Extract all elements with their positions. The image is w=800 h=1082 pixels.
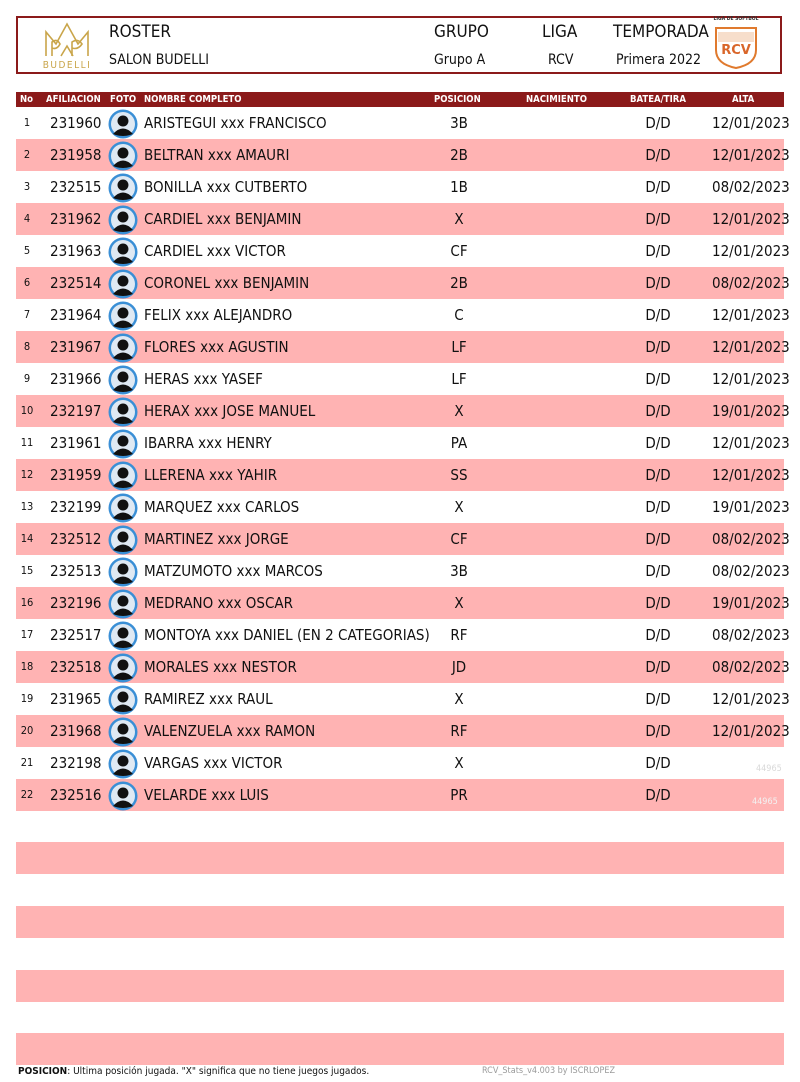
bats-throws: D/D — [645, 242, 671, 260]
row-number: 17 — [20, 628, 34, 641]
bats-throws: D/D — [645, 626, 671, 644]
player-position: 3B — [450, 562, 468, 580]
player-name: RAMIREZ xxx RAUL — [144, 690, 273, 708]
player-position: X — [454, 210, 464, 228]
player-position: X — [454, 402, 464, 420]
group-value: Grupo A — [434, 52, 486, 68]
col-afiliacion: AFILIACION — [46, 94, 101, 105]
col-batea: BATEA/TIRA — [630, 94, 687, 105]
player-name: FLORES xxx AGUSTIN — [144, 338, 289, 356]
player-position: RF — [450, 626, 468, 644]
player-name: BONILLA xxx CUTBERTO — [144, 178, 308, 196]
bats-throws: D/D — [645, 370, 671, 388]
signup-date: 08/02/2023 — [712, 530, 790, 548]
bats-throws: D/D — [645, 274, 671, 292]
affiliation-number: 231968 — [50, 722, 102, 740]
table-row — [16, 459, 790, 491]
affiliation-number: 231964 — [50, 306, 102, 324]
player-position: C — [454, 306, 464, 324]
row-number: 8 — [23, 340, 31, 353]
season-value: Primera 2022 — [616, 52, 701, 68]
bats-throws: D/D — [645, 466, 671, 484]
signup-date: 19/01/2023 — [712, 498, 790, 516]
bats-throws: D/D — [645, 210, 671, 228]
row-number: 10 — [20, 404, 34, 417]
affiliation-number: 231958 — [50, 146, 102, 164]
table-row — [16, 235, 790, 267]
bats-throws: D/D — [645, 498, 671, 516]
signup-date: 12/01/2023 — [712, 370, 790, 388]
player-position: LF — [451, 370, 467, 388]
affiliation-number: 232197 — [50, 402, 102, 420]
player-photo-icon — [108, 781, 138, 811]
col-nombre: NOMBRE COMPLETO — [144, 94, 242, 105]
player-photo-icon — [108, 205, 138, 235]
player-name: VALENZUELA xxx RAMON — [144, 722, 316, 740]
player-photo-icon — [108, 141, 138, 171]
signup-date: 12/01/2023 — [712, 434, 790, 452]
player-position: JD — [451, 658, 467, 676]
player-photo-icon — [108, 685, 138, 715]
signup-date: 12/01/2023 — [712, 242, 790, 260]
player-position: SS — [450, 466, 468, 484]
empty-row — [16, 842, 784, 874]
player-name: FELIX xxx ALEJANDRO — [144, 306, 293, 324]
affiliation-number: 232198 — [50, 754, 102, 772]
league-label: LIGA — [542, 22, 578, 42]
table-row — [16, 427, 790, 459]
row-number: 21 — [20, 756, 34, 769]
signup-date: 12/01/2023 — [712, 306, 790, 324]
player-name: ARISTEGUI xxx FRANCISCO — [144, 114, 327, 132]
col-no: No — [20, 94, 34, 105]
logo-wordmark: BUDELLI — [42, 60, 92, 71]
affiliation-number: 231962 — [50, 210, 102, 228]
affiliation-number: 231967 — [50, 338, 102, 356]
signup-date: 12/01/2023 — [712, 722, 790, 740]
table-row — [16, 619, 790, 651]
player-photo-icon — [108, 717, 138, 747]
player-photo-icon — [108, 173, 138, 203]
row-number: 9 — [23, 372, 31, 385]
empty-row — [16, 906, 784, 938]
player-name: CORONEL xxx BENJAMIN — [144, 274, 310, 292]
faint-watermark: 44965 — [756, 764, 782, 774]
player-position: PR — [450, 786, 468, 804]
row-number: 16 — [20, 596, 34, 609]
signup-date: 08/02/2023 — [712, 658, 790, 676]
player-name: BELTRAN xxx AMAURI — [144, 146, 290, 164]
table-row — [16, 171, 790, 203]
table-row — [16, 747, 784, 779]
player-photo-icon — [108, 365, 138, 395]
player-position: 2B — [450, 274, 468, 292]
player-position: X — [454, 498, 464, 516]
affiliation-number: 231966 — [50, 370, 102, 388]
player-photo-icon — [108, 333, 138, 363]
signup-date: 12/01/2023 — [712, 466, 790, 484]
table-row — [16, 363, 790, 395]
player-photo-icon — [108, 557, 138, 587]
budelli-crown-icon — [42, 20, 92, 58]
row-number: 18 — [20, 660, 34, 673]
player-photo-icon — [108, 397, 138, 427]
player-photo-icon — [108, 429, 138, 459]
player-photo-icon — [108, 621, 138, 651]
empty-row — [16, 970, 784, 1002]
budelli-logo — [36, 20, 98, 74]
row-number: 1 — [23, 116, 31, 129]
player-photo-icon — [108, 493, 138, 523]
player-position: CF — [450, 242, 468, 260]
player-position: X — [454, 754, 464, 772]
affiliation-number: 232515 — [50, 178, 102, 196]
rcv-shield-icon — [712, 22, 760, 70]
bats-throws: D/D — [645, 434, 671, 452]
row-number: 14 — [20, 532, 34, 545]
player-photo-icon — [108, 525, 138, 555]
row-number: 4 — [23, 212, 31, 225]
player-position: RF — [450, 722, 468, 740]
table-row — [16, 203, 790, 235]
row-number: 5 — [23, 244, 31, 257]
col-posicion: POSICION — [434, 94, 481, 105]
signup-date: 08/02/2023 — [712, 562, 790, 580]
row-number: 3 — [23, 180, 31, 193]
bats-throws: D/D — [645, 722, 671, 740]
affiliation-number: 231960 — [50, 114, 102, 132]
player-name: CARDIEL xxx BENJAMIN — [144, 210, 302, 228]
bats-throws: D/D — [645, 594, 671, 612]
bats-throws: D/D — [645, 178, 671, 196]
player-name: MATZUMOTO xxx MARCOS — [144, 562, 323, 580]
affiliation-number: 232513 — [50, 562, 102, 580]
player-position: CF — [450, 530, 468, 548]
table-row — [16, 331, 790, 363]
table-row — [16, 715, 790, 747]
row-number: 22 — [20, 788, 34, 801]
group-label: GRUPO — [434, 22, 489, 42]
row-number: 19 — [20, 692, 34, 705]
affiliation-number: 232512 — [50, 530, 102, 548]
player-photo-icon — [108, 461, 138, 491]
player-name: VARGAS xxx VICTOR — [144, 754, 283, 772]
season-label: TEMPORADA — [613, 22, 709, 42]
table-row — [16, 779, 784, 811]
player-name: MEDRANO xxx OSCAR — [144, 594, 294, 612]
player-photo-icon — [108, 749, 138, 779]
position-footnote — [18, 1066, 369, 1077]
table-row — [16, 491, 790, 523]
player-position: LF — [451, 338, 467, 356]
bats-throws: D/D — [645, 562, 671, 580]
player-name: LLERENA xxx YAHIR — [144, 466, 278, 484]
table-row — [16, 395, 790, 427]
signup-date: 08/02/2023 — [712, 274, 790, 292]
table-header — [16, 92, 784, 107]
player-photo-icon — [108, 301, 138, 331]
table-row — [16, 139, 790, 171]
footnote-text: : Ultima posición jugada. "X" significa que no tiene juegos jugados. — [67, 1066, 370, 1077]
player-position: 3B — [450, 114, 468, 132]
col-alta: ALTA — [732, 94, 755, 105]
table-row — [16, 683, 790, 715]
affiliation-number: 231961 — [50, 434, 102, 452]
empty-row — [16, 1033, 784, 1065]
table-row — [16, 587, 790, 619]
signup-date: 08/02/2023 — [712, 626, 790, 644]
player-position: X — [454, 594, 464, 612]
player-name: MORALES xxx NESTOR — [144, 658, 297, 676]
roster-header — [16, 16, 782, 74]
affiliation-number: 232516 — [50, 786, 102, 804]
row-number: 11 — [20, 436, 34, 449]
bats-throws: D/D — [645, 786, 671, 804]
table-row — [16, 107, 790, 139]
col-foto: FOTO — [110, 94, 137, 105]
signup-date: 12/01/2023 — [712, 114, 790, 132]
bats-throws: D/D — [645, 754, 671, 772]
signup-date: 12/01/2023 — [712, 146, 790, 164]
player-name: MARQUEZ xxx CARLOS — [144, 498, 300, 516]
player-photo-icon — [108, 237, 138, 267]
row-number: 20 — [20, 724, 34, 737]
affiliation-number: 232514 — [50, 274, 102, 292]
affiliation-number: 231965 — [50, 690, 102, 708]
table-row — [16, 267, 790, 299]
row-number: 12 — [20, 468, 34, 481]
league-logo-text: RCV — [721, 43, 751, 58]
signup-date: 12/01/2023 — [712, 690, 790, 708]
player-name: IBARRA xxx HENRY — [144, 434, 272, 452]
affiliation-number: 232199 — [50, 498, 102, 516]
table-row — [16, 555, 790, 587]
league-logo-caption: LIGA DE SOFTBOL — [713, 16, 759, 22]
player-photo-icon — [108, 589, 138, 619]
table-row — [16, 523, 790, 555]
player-name: MONTOYA xxx DANIEL (EN 2 CATEGORIAS) — [144, 626, 430, 644]
bats-throws: D/D — [645, 306, 671, 324]
player-photo-icon — [108, 109, 138, 139]
affiliation-number: 231959 — [50, 466, 102, 484]
row-number: 7 — [23, 308, 31, 321]
bats-throws: D/D — [645, 690, 671, 708]
faint-watermark: 44965 — [752, 797, 778, 807]
roster-table — [16, 107, 790, 811]
version-tag: RCV_Stats_v4.003 by ISCRLOPEZ — [482, 1066, 616, 1076]
bats-throws: D/D — [645, 402, 671, 420]
affiliation-number: 231963 — [50, 242, 102, 260]
player-position: X — [454, 690, 464, 708]
affiliation-number: 232518 — [50, 658, 102, 676]
row-number: 15 — [20, 564, 34, 577]
bats-throws: D/D — [645, 146, 671, 164]
player-name: HERAS xxx YASEF — [144, 370, 263, 388]
bats-throws: D/D — [645, 114, 671, 132]
bats-throws: D/D — [645, 530, 671, 548]
row-number: 2 — [23, 148, 31, 161]
player-photo-icon — [108, 653, 138, 683]
bats-throws: D/D — [645, 658, 671, 676]
league-value: RCV — [548, 52, 574, 68]
row-number: 6 — [23, 276, 31, 289]
player-position: 1B — [450, 178, 468, 196]
affiliation-number: 232517 — [50, 626, 102, 644]
player-name: VELARDE xxx LUIS — [144, 786, 269, 804]
signup-date: 08/02/2023 — [712, 178, 790, 196]
col-nacimiento: NACIMIENTO — [526, 94, 587, 105]
player-photo-icon — [108, 269, 138, 299]
page-title: ROSTER — [109, 22, 171, 42]
player-name: MARTINEZ xxx JORGE — [144, 530, 289, 548]
table-row — [16, 299, 790, 331]
signup-date: 19/01/2023 — [712, 402, 790, 420]
player-name: CARDIEL xxx VICTOR — [144, 242, 286, 260]
rcv-league-logo — [712, 16, 760, 74]
player-position: 2B — [450, 146, 468, 164]
row-number: 13 — [20, 500, 34, 513]
player-position: PA — [450, 434, 468, 452]
footnote-label: POSICION — [18, 1066, 68, 1077]
affiliation-number: 232196 — [50, 594, 102, 612]
table-row — [16, 651, 790, 683]
signup-date: 19/01/2023 — [712, 594, 790, 612]
signup-date: 12/01/2023 — [712, 338, 790, 356]
player-name: HERAX xxx JOSE MANUEL — [144, 402, 316, 420]
signup-date: 12/01/2023 — [712, 210, 790, 228]
team-name: SALON BUDELLI — [109, 52, 209, 68]
bats-throws: D/D — [645, 338, 671, 356]
